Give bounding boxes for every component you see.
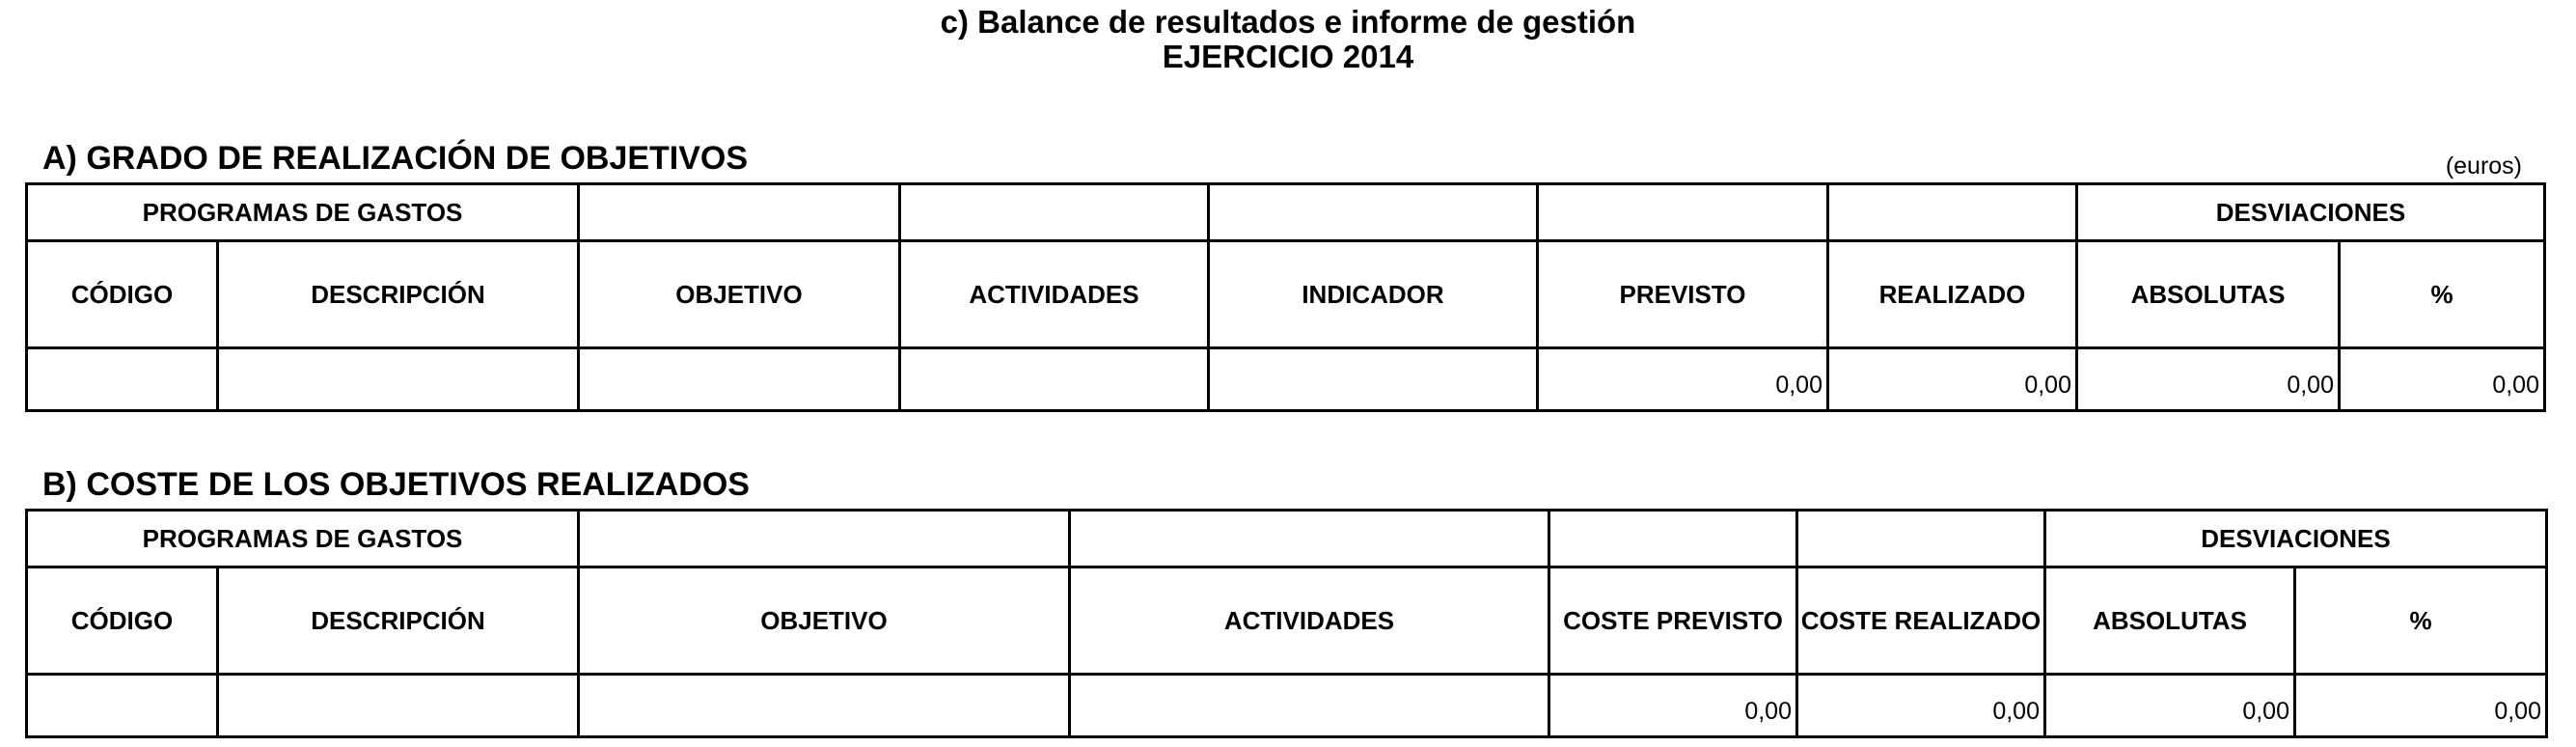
column-header-actividades: ACTIVIDADES xyxy=(900,241,1209,348)
column-header-actividades: ACTIVIDADES xyxy=(1070,567,1549,675)
column-header-absolutas: ABSOLUTAS xyxy=(2045,567,2295,675)
group-header-row xyxy=(27,184,2545,241)
column-header-indicador: INDICADOR xyxy=(1209,241,1538,348)
group-header-cell xyxy=(900,184,1209,241)
section-b-heading: B) COSTE DE LOS OBJETIVOS REALIZADOS xyxy=(42,466,750,503)
column-header-descripcion: DESCRIPCIÓN xyxy=(218,567,579,675)
table-cell xyxy=(27,675,218,737)
column-header-objetivo: OBJETIVO xyxy=(579,567,1070,675)
column-header-realizado: REALIZADO xyxy=(1828,241,2077,348)
group-header-cell xyxy=(579,184,900,241)
table-cell xyxy=(1070,675,1549,737)
column-header-descripcion: DESCRIPCIÓN xyxy=(218,241,579,348)
column-header-objetivo: OBJETIVO xyxy=(579,241,900,348)
group-header-cell xyxy=(1209,184,1538,241)
column-header-percent: % xyxy=(2340,241,2545,348)
value-realizado: 0,00 xyxy=(1828,348,2077,411)
group-header-desviaciones: DESVIACIONES xyxy=(2077,184,2545,241)
column-header-codigo: CÓDIGO xyxy=(27,567,218,675)
value-absolutas: 0,00 xyxy=(2045,675,2295,737)
value-absolutas: 0,00 xyxy=(2077,348,2340,411)
group-header-row xyxy=(27,511,2547,567)
column-header-codigo: CÓDIGO xyxy=(27,241,218,348)
costs-table xyxy=(25,509,2548,738)
value-coste-realizado: 0,00 xyxy=(1797,675,2045,737)
group-header-desviaciones: DESVIACIONES xyxy=(2045,511,2547,567)
table-cell xyxy=(579,675,1070,737)
column-header-row xyxy=(27,241,2545,348)
group-header-cell xyxy=(1070,511,1549,567)
column-header-percent: % xyxy=(2295,567,2547,675)
table-cell xyxy=(900,348,1209,411)
group-header-cell xyxy=(1797,511,2045,567)
column-header-row xyxy=(27,567,2547,675)
page-title: c) Balance de resultados e informe de gestión xyxy=(940,4,1636,40)
group-header-cell xyxy=(1828,184,2077,241)
group-header-cell xyxy=(1538,184,1828,241)
group-header-programas: PROGRAMAS DE GASTOS xyxy=(27,511,579,567)
group-header-cell xyxy=(579,511,1070,567)
table-cell xyxy=(218,348,579,411)
value-percent: 0,00 xyxy=(2340,348,2545,411)
table-cell xyxy=(1209,348,1538,411)
group-header-cell xyxy=(1549,511,1797,567)
table-cell xyxy=(579,348,900,411)
value-percent: 0,00 xyxy=(2295,675,2547,737)
page-subtitle: EJERCICIO 2014 xyxy=(1162,39,1414,74)
column-header-previsto: PREVISTO xyxy=(1538,241,1828,348)
value-coste-previsto: 0,00 xyxy=(1549,675,1797,737)
value-previsto: 0,00 xyxy=(1538,348,1828,411)
column-header-coste-realizado: COSTE REALIZADO xyxy=(1797,567,2045,675)
group-header-programas: PROGRAMAS DE GASTOS xyxy=(27,184,579,241)
column-header-absolutas: ABSOLUTAS xyxy=(2077,241,2340,348)
table-cell xyxy=(27,348,218,411)
objectives-table xyxy=(25,182,2546,412)
table-row xyxy=(27,675,2547,737)
table-cell xyxy=(218,675,579,737)
table-row xyxy=(27,348,2545,411)
column-header-coste-previsto: COSTE PREVISTO xyxy=(1549,567,1797,675)
units-label: (euros) xyxy=(2445,152,2522,180)
section-a-heading: A) GRADO DE REALIZACIÓN DE OBJETIVOS xyxy=(42,140,749,177)
